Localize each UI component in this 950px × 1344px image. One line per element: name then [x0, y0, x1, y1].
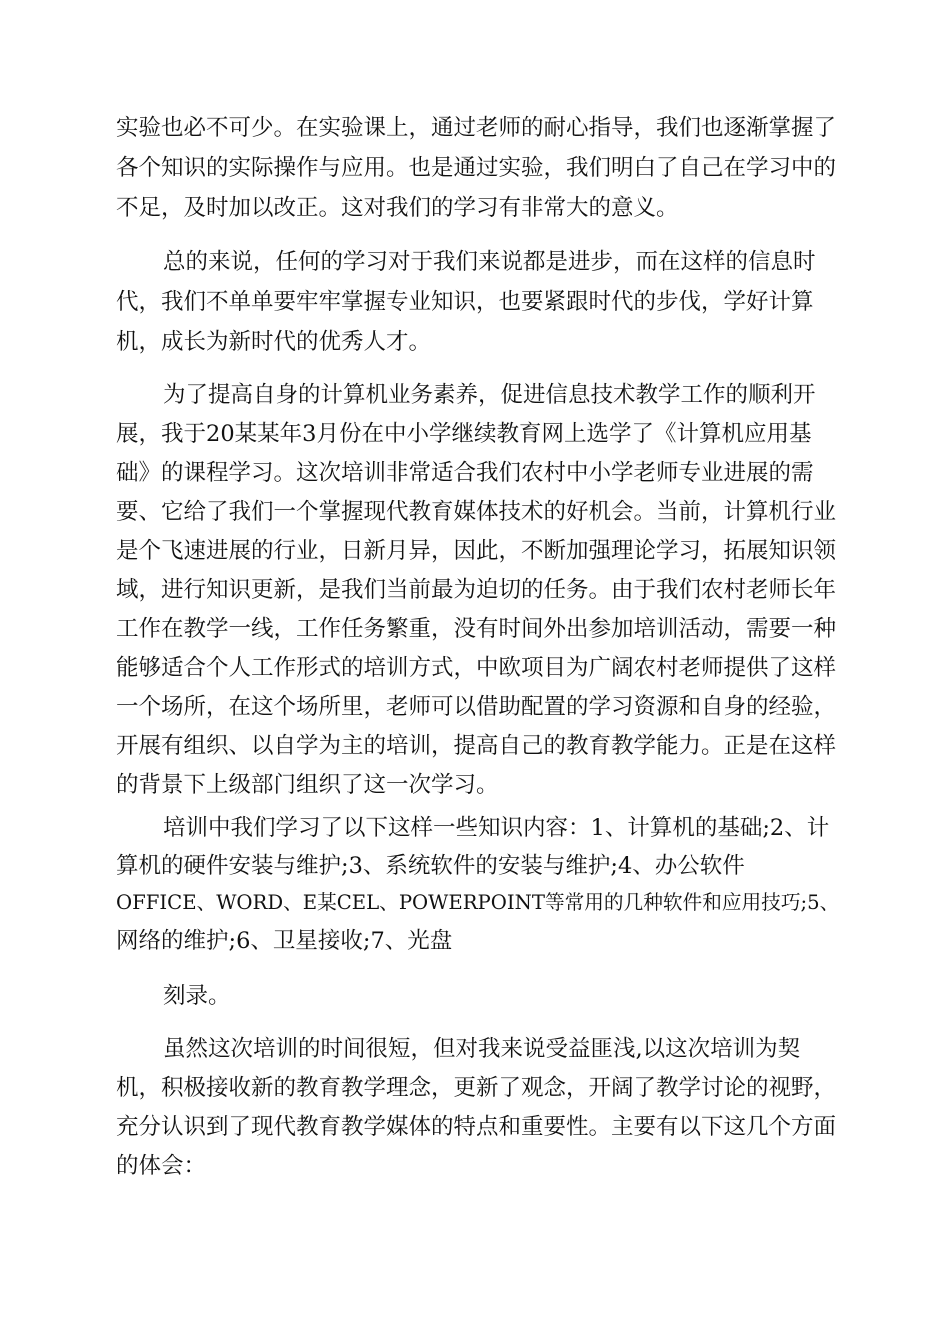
paragraph-5-line-1: 刻录。 [163, 983, 231, 1009]
paragraph-4-line-4: 网络的维护;6、卫星接收;7、光盘 [116, 928, 453, 954]
paragraph-2-line-3: 机，成长为新时代的优秀人才。 [116, 329, 432, 355]
paragraph-6-line-4: 的体会： [116, 1153, 207, 1179]
paragraph-2-line-2: 代，我们不单单要牢牢掌握专业知识，也要紧跟时代的步伐，学好计算 [116, 289, 814, 315]
paragraph-1-line-3: 不足，及时加以改正。这对我们的学习有非常大的意义。 [116, 195, 679, 221]
paragraph-3-line-10: 开展有组织、以自学为主的培训，提高自己的教育教学能力。正是在这样 [116, 733, 837, 759]
paragraph-2-line-1: 总的来说，任何的学习对于我们来说都是进步，而在这样的信息时 [163, 249, 816, 275]
paragraph-4-line-3: OFFICE、WORD、E某CEL、POWERPOINT等常用的几种软件和应用技巧;5、 [116, 891, 840, 914]
paragraph-3-line-3: 础》的课程学习。这次培训非常适合我们农村中小学老师专业进展的需 [116, 460, 814, 486]
paragraph-3-line-1: 为了提高自身的计算机业务素养，促进信息技术教学工作的顺利开 [163, 382, 816, 408]
paragraph-1-line-1: 实验也必不可少。在实验课上，通过老师的耐心指导，我们也逐渐掌握了 [116, 115, 837, 141]
paragraph-3-line-8: 能够适合个人工作形式的培训方式，中欧项目为广阔农村老师提供了这样 [116, 655, 837, 681]
paragraph-3-line-11: 的背景下上级部门组织了这一次学习。 [116, 772, 499, 798]
paragraph-3-line-7: 工作在教学一线，工作任务繁重，没有时间外出参加培训活动，需要一种 [116, 616, 837, 642]
paragraph-4-line-2: 算机的硬件安装与维护;3、系统软件的安装与维护;4、办公软件 [116, 853, 745, 879]
paragraph-3-line-9: 一个场所，在这个场所里，老师可以借助配置的学习资源和自身的经验， [116, 694, 837, 720]
paragraph-3-line-5: 是个飞速进展的行业，日新月异，因此，不断加强理论学习，拓展知识领 [116, 538, 837, 564]
paragraph-1-line-2: 各个知识的实际操作与应用。也是通过实验，我们明白了自己在学习中的 [116, 155, 837, 181]
paragraph-3-line-6: 域，进行知识更新，是我们当前最为迫切的任务。由于我们农村老师长年 [116, 577, 837, 603]
paragraph-3-line-4: 要、它给了我们一个掌握现代教育媒体技术的好机会。当前，计算机行业 [116, 499, 837, 525]
paragraph-4-line-1: 培训中我们学习了以下这样一些知识内容：1、计算机的基础;2、计 [163, 815, 830, 841]
paragraph-6-line-1: 虽然这次培训的时间很短，但对我来说受益匪浅,以这次培训为契 [163, 1036, 801, 1062]
paragraph-6-line-2: 机，积极接收新的教育教学理念，更新了观念，开阔了教学讨论的视野， [116, 1075, 837, 1101]
paragraph-6-line-3: 充分认识到了现代教育教学媒体的特点和重要性。主要有以下这几个方面 [116, 1114, 837, 1140]
paragraph-3-line-2: 展，我于20某某年3月份在中小学继续教育网上选学了《计算机应用基 [116, 421, 812, 447]
